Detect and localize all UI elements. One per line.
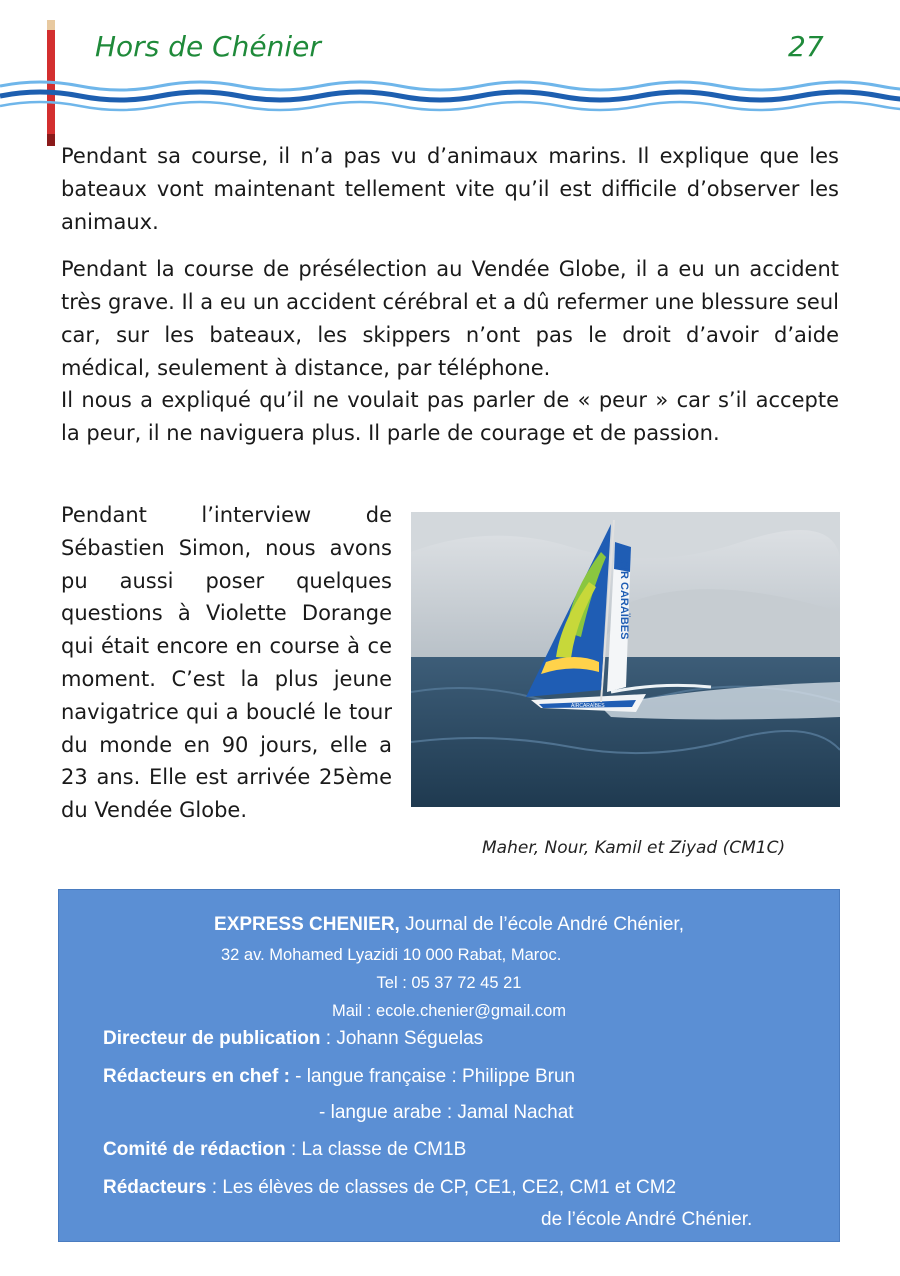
page-number: 27 (788, 30, 824, 63)
paragraph-violette: Pendant l’interview de Sébastien Simon, nous avons pu aussi poser quelques questions à Violette Dorange qui était encore en course à ce moment. C’est la plus jeune navigatrice qui a bouclé le tour du monde en 90 jours, elle a 23 ans. Elle est arrivée 25ème du Vendée Globe. (61, 503, 392, 823)
committee-value: : La classe de CM1B (285, 1139, 467, 1160)
journal-description: Journal de l’école André Chénier, (399, 914, 684, 935)
sailboat-photo (411, 512, 840, 807)
writers-line (103, 1177, 676, 1199)
wave-divider (0, 76, 900, 116)
committee-line (103, 1139, 466, 1161)
paragraph-animals: Pendant sa course, il n’a pas vu d’animaux marins. Il explique que les bateaux vont maintenant tellement vite qu’il est difficile d’observer les animaux. (61, 144, 839, 234)
director-label: Directeur de publication (103, 1028, 321, 1049)
caption: Maher, Nour, Kamil et Ziyad (CM1C) (482, 838, 786, 858)
express-chenier-credits (58, 889, 840, 1242)
paragraph-courage: Il nous a expliqué qu’il ne voulait pas parler de « peur » car s’il accepte la peur, il ne naviguera plus. Il parle de courage et de passion. (61, 388, 839, 445)
telephone: Tel : 05 37 72 45 21 (376, 974, 522, 992)
journal-line (59, 914, 839, 936)
chief-arabic: - langue arabe : Jamal Nachat (319, 1102, 574, 1123)
writers-school: de l’école André Chénier. (541, 1209, 753, 1230)
director-line (103, 1028, 483, 1050)
paragraph-accident: Pendant la course de présélection au Vendée Globe, il a eu un accident très grave. Il a eu un accident cérébral et a dû refermer une blessure seul car, sur les bateaux, les skippers n’ont pas le droit d’avoir d’aide médical, seulement à distance, par téléphone. (61, 257, 839, 380)
writers-label: Rédacteurs (103, 1177, 207, 1198)
director-value: : Johann Séguelas (320, 1028, 484, 1049)
address: 32 av. Mohamed Lyazidi 10 000 Rabat, Maroc. (221, 946, 562, 964)
email: Mail : ecole.chenier@gmail.com (331, 1002, 567, 1020)
chief-french: - langue française : Philippe Brun (289, 1066, 576, 1087)
chief-label: Rédacteurs en chef : (103, 1066, 290, 1087)
writers-value: : Les élèves de classes de CP, CE1, CE2, CM1 et CM2 (206, 1177, 677, 1198)
page-title: Hors de Chénier (95, 30, 321, 63)
journal-name: EXPRESS CHENIER, (214, 914, 400, 935)
chief-line (103, 1066, 575, 1088)
sail-text: AIR CARAÏBES (618, 560, 630, 640)
committee-label: Comité de rédaction (103, 1139, 286, 1160)
hull-text: AIRCARAÏBES (571, 703, 605, 709)
